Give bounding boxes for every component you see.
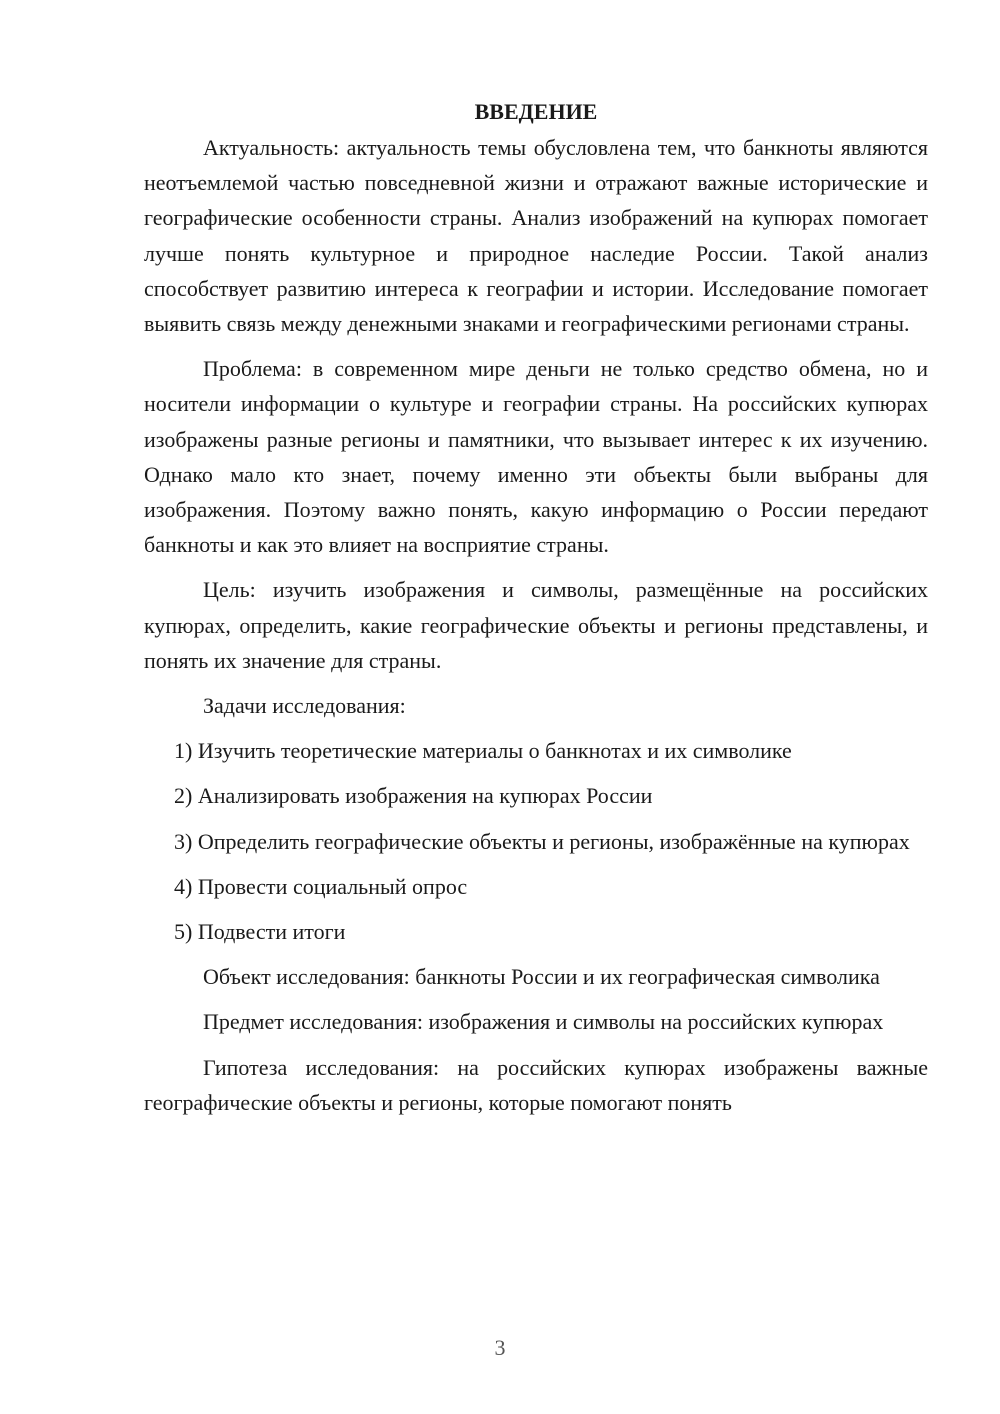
page-number: 3: [494, 1335, 506, 1360]
document-page: [144, 94, 928, 1130]
paragraph-tasks-heading: Задачи исследования:: [203, 693, 406, 719]
task-item-2: 2) Анализировать изображения на купюрах России: [174, 783, 653, 809]
paragraph-object: Объект исследования: банкноты России и их географическая символика: [203, 964, 880, 990]
paragraph-goal: Цель: изучить изображения и символы, размещённые на российских купюрах, определить, какие географические объекты и регионы представлены, и понять их значение для страны.: [144, 577, 928, 673]
paragraph-problem: Проблема: в современном мире деньги не только средство обмена, но и носители информации о культуре и географии страны. На российских купюрах изображены разные регионы и памятники, что вызывает интерес к их изучению. Однако мало кто знает, почему именно эти объекты были выбраны для изображения. Поэтому важно понять, какую информацию о России передают банкноты и как это влияет на восприятие страны.: [144, 356, 928, 558]
paragraph-relevance: Актуальность: актуальность темы обусловлена тем, что банкноты являются неотъемлемой частью повседневной жизни и отражают важные исторические и географические особенности страны. Анализ изображений на купюрах помогает лучше понять культурное и природное наследие России. Такой анализ способствует развитию интереса к географии и истории. Исследование помогает выявить связь между денежными знаками и географическими регионами страны.: [144, 135, 928, 337]
page-title: ВВЕДЕНИЕ: [474, 99, 598, 124]
paragraph-hypothesis: Гипотеза исследования: на российских купюрах изображены важные географические объекты и регионы, которые помогают понять: [144, 1054, 928, 1115]
task-item-5: 5) Подвести итоги: [174, 919, 346, 945]
task-item-1: 1) Изучить теоретические материалы о банкнотах и их символике: [174, 738, 792, 764]
task-item-3: 3) Определить географические объекты и регионы, изображённые на купюрах: [174, 828, 910, 854]
paragraph-subject: Предмет исследования: изображения и символы на российских купюрах: [203, 1009, 884, 1035]
task-item-4: 4) Провести социальный опрос: [174, 873, 468, 899]
